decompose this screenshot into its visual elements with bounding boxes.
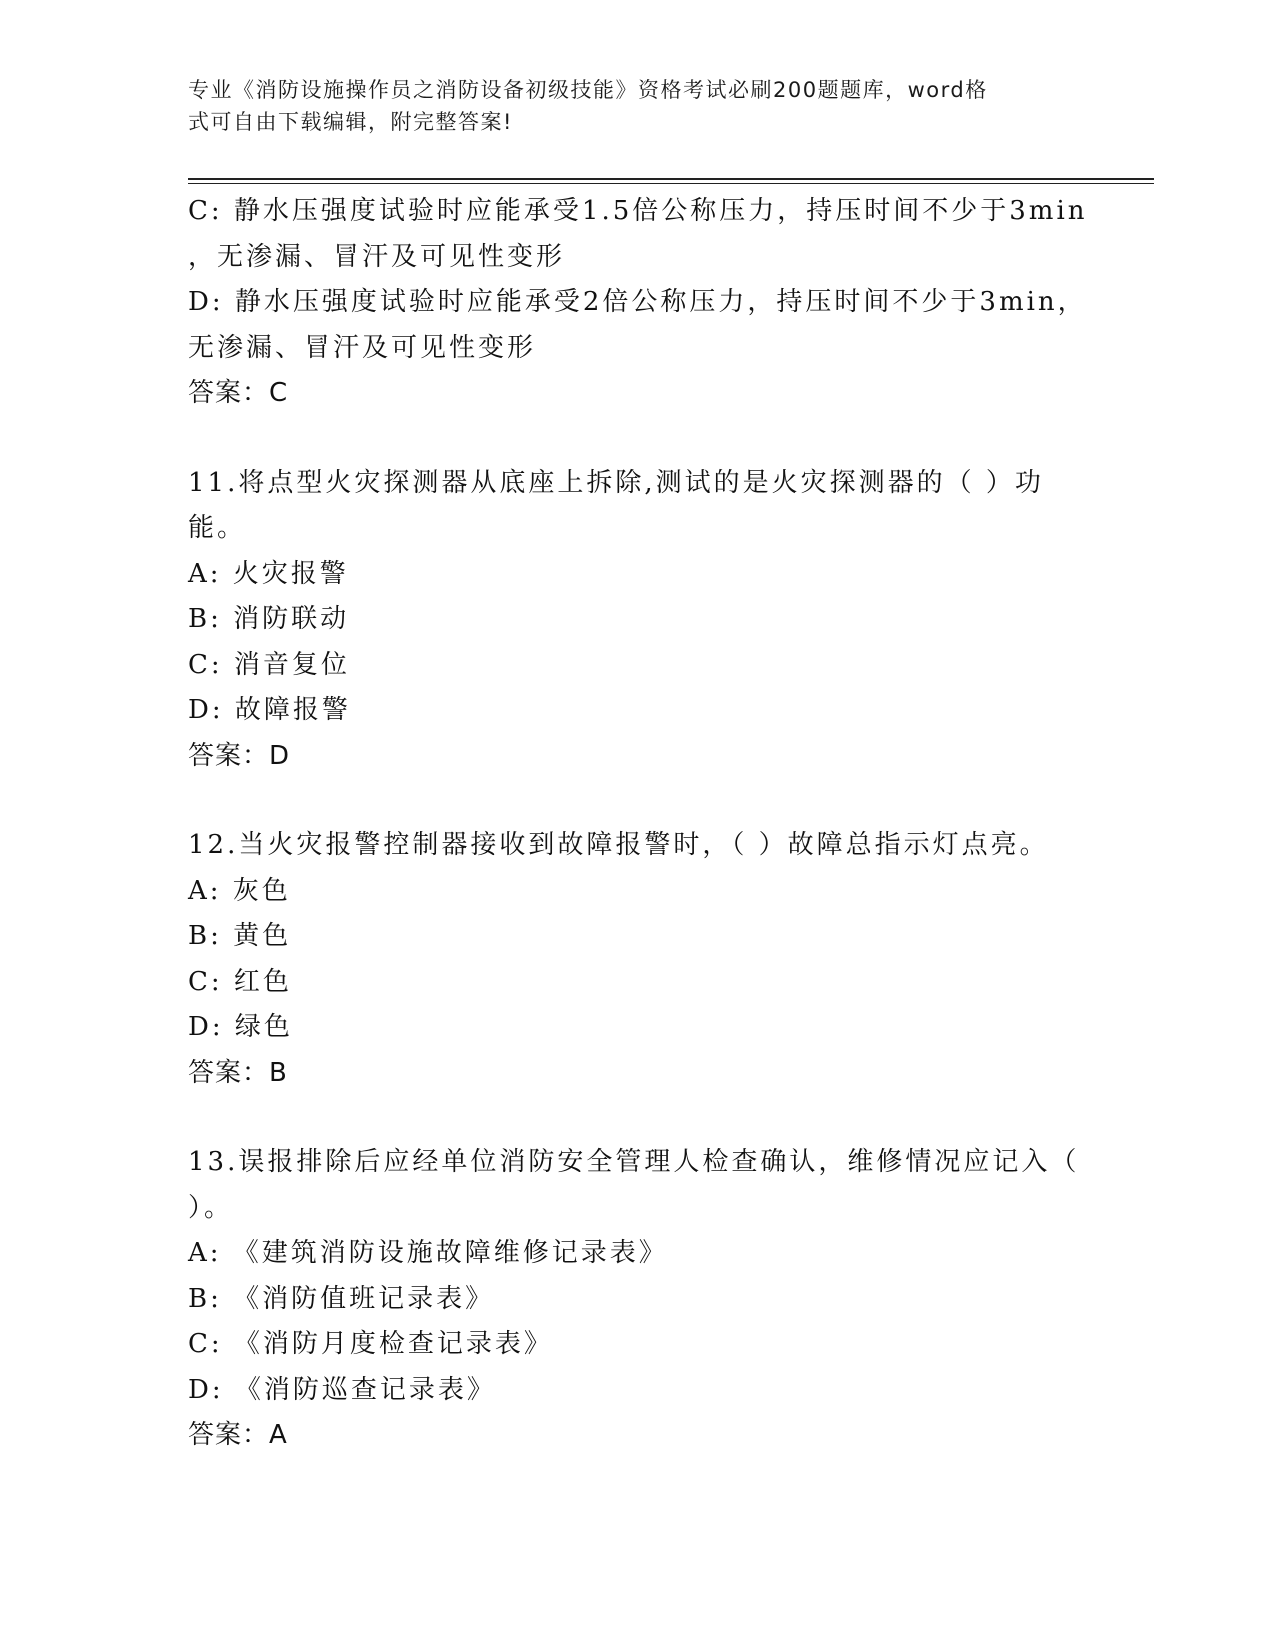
option-c: C: 消音复位 [188, 649, 350, 680]
option-a: A: 火灾报警 [188, 558, 349, 589]
question-stem-line-1: 11.将点型火灾探测器从底座上拆除,测试的是火灾探测器的（ ）功 [188, 467, 1044, 498]
question-11-block [188, 461, 1088, 780]
option-b: B: 《消防值班记录表》 [188, 1283, 495, 1314]
option-d: D: 《消防巡查记录表》 [188, 1374, 496, 1405]
question-13-block [188, 1140, 1088, 1459]
option-c-line-1: C: 静水压强度试验时应能承受1.5倍公称压力，持压时间不少于3min [188, 196, 1088, 226]
option-c-line-2: ，无渗漏、冒汗及可见性变形 [188, 241, 566, 272]
header-line-2: 式可自由下载编辑，附完整答案! [188, 110, 513, 134]
question-12-block [188, 823, 1088, 1096]
question-stem-line-1: 12.当火灾报警控制器接收到故障报警时，（ ）故障总指示灯点亮。 [188, 830, 1049, 860]
header-line-1: 专业《消防设施操作员之消防设备初级技能》资格考试必刷200题题库，word格 [188, 78, 988, 102]
option-b: B: 黄色 [188, 921, 292, 951]
option-a: A: 灰色 [188, 875, 291, 906]
option-b: B: 消防联动 [188, 604, 350, 634]
question-stem-line-2: ）。 [188, 1192, 234, 1223]
option-d: D: 绿色 [188, 1012, 293, 1042]
option-d: D: 故障报警 [188, 695, 351, 725]
option-d-line-1: D: 静水压强度试验时应能承受2倍公称压力，持压时间不少于3min， [188, 287, 1087, 317]
answer-line: 答案：C [188, 378, 289, 408]
answer-line: 答案：D [188, 740, 291, 771]
previous-question-block [188, 189, 1088, 417]
option-c: C: 《消防月度检查记录表》 [188, 1329, 553, 1359]
option-a: A: 《建筑消防设施故障维修记录表》 [188, 1238, 668, 1268]
document-header [188, 74, 1068, 138]
question-stem-line-1: 13.误报排除后应经单位消防安全管理人检查确认，维修情况应记入（ [188, 1147, 1080, 1177]
header-divider-thick [188, 178, 1154, 180]
option-c: C: 红色 [188, 966, 292, 997]
answer-line: 答案：B [188, 1057, 288, 1088]
header-divider-thin [188, 183, 1154, 184]
answer-line: 答案：A [188, 1420, 288, 1450]
question-content [188, 189, 1088, 1459]
question-stem-line-2: 能。 [188, 513, 247, 543]
option-d-line-2: 无渗漏、冒汗及可见性变形 [188, 332, 537, 363]
